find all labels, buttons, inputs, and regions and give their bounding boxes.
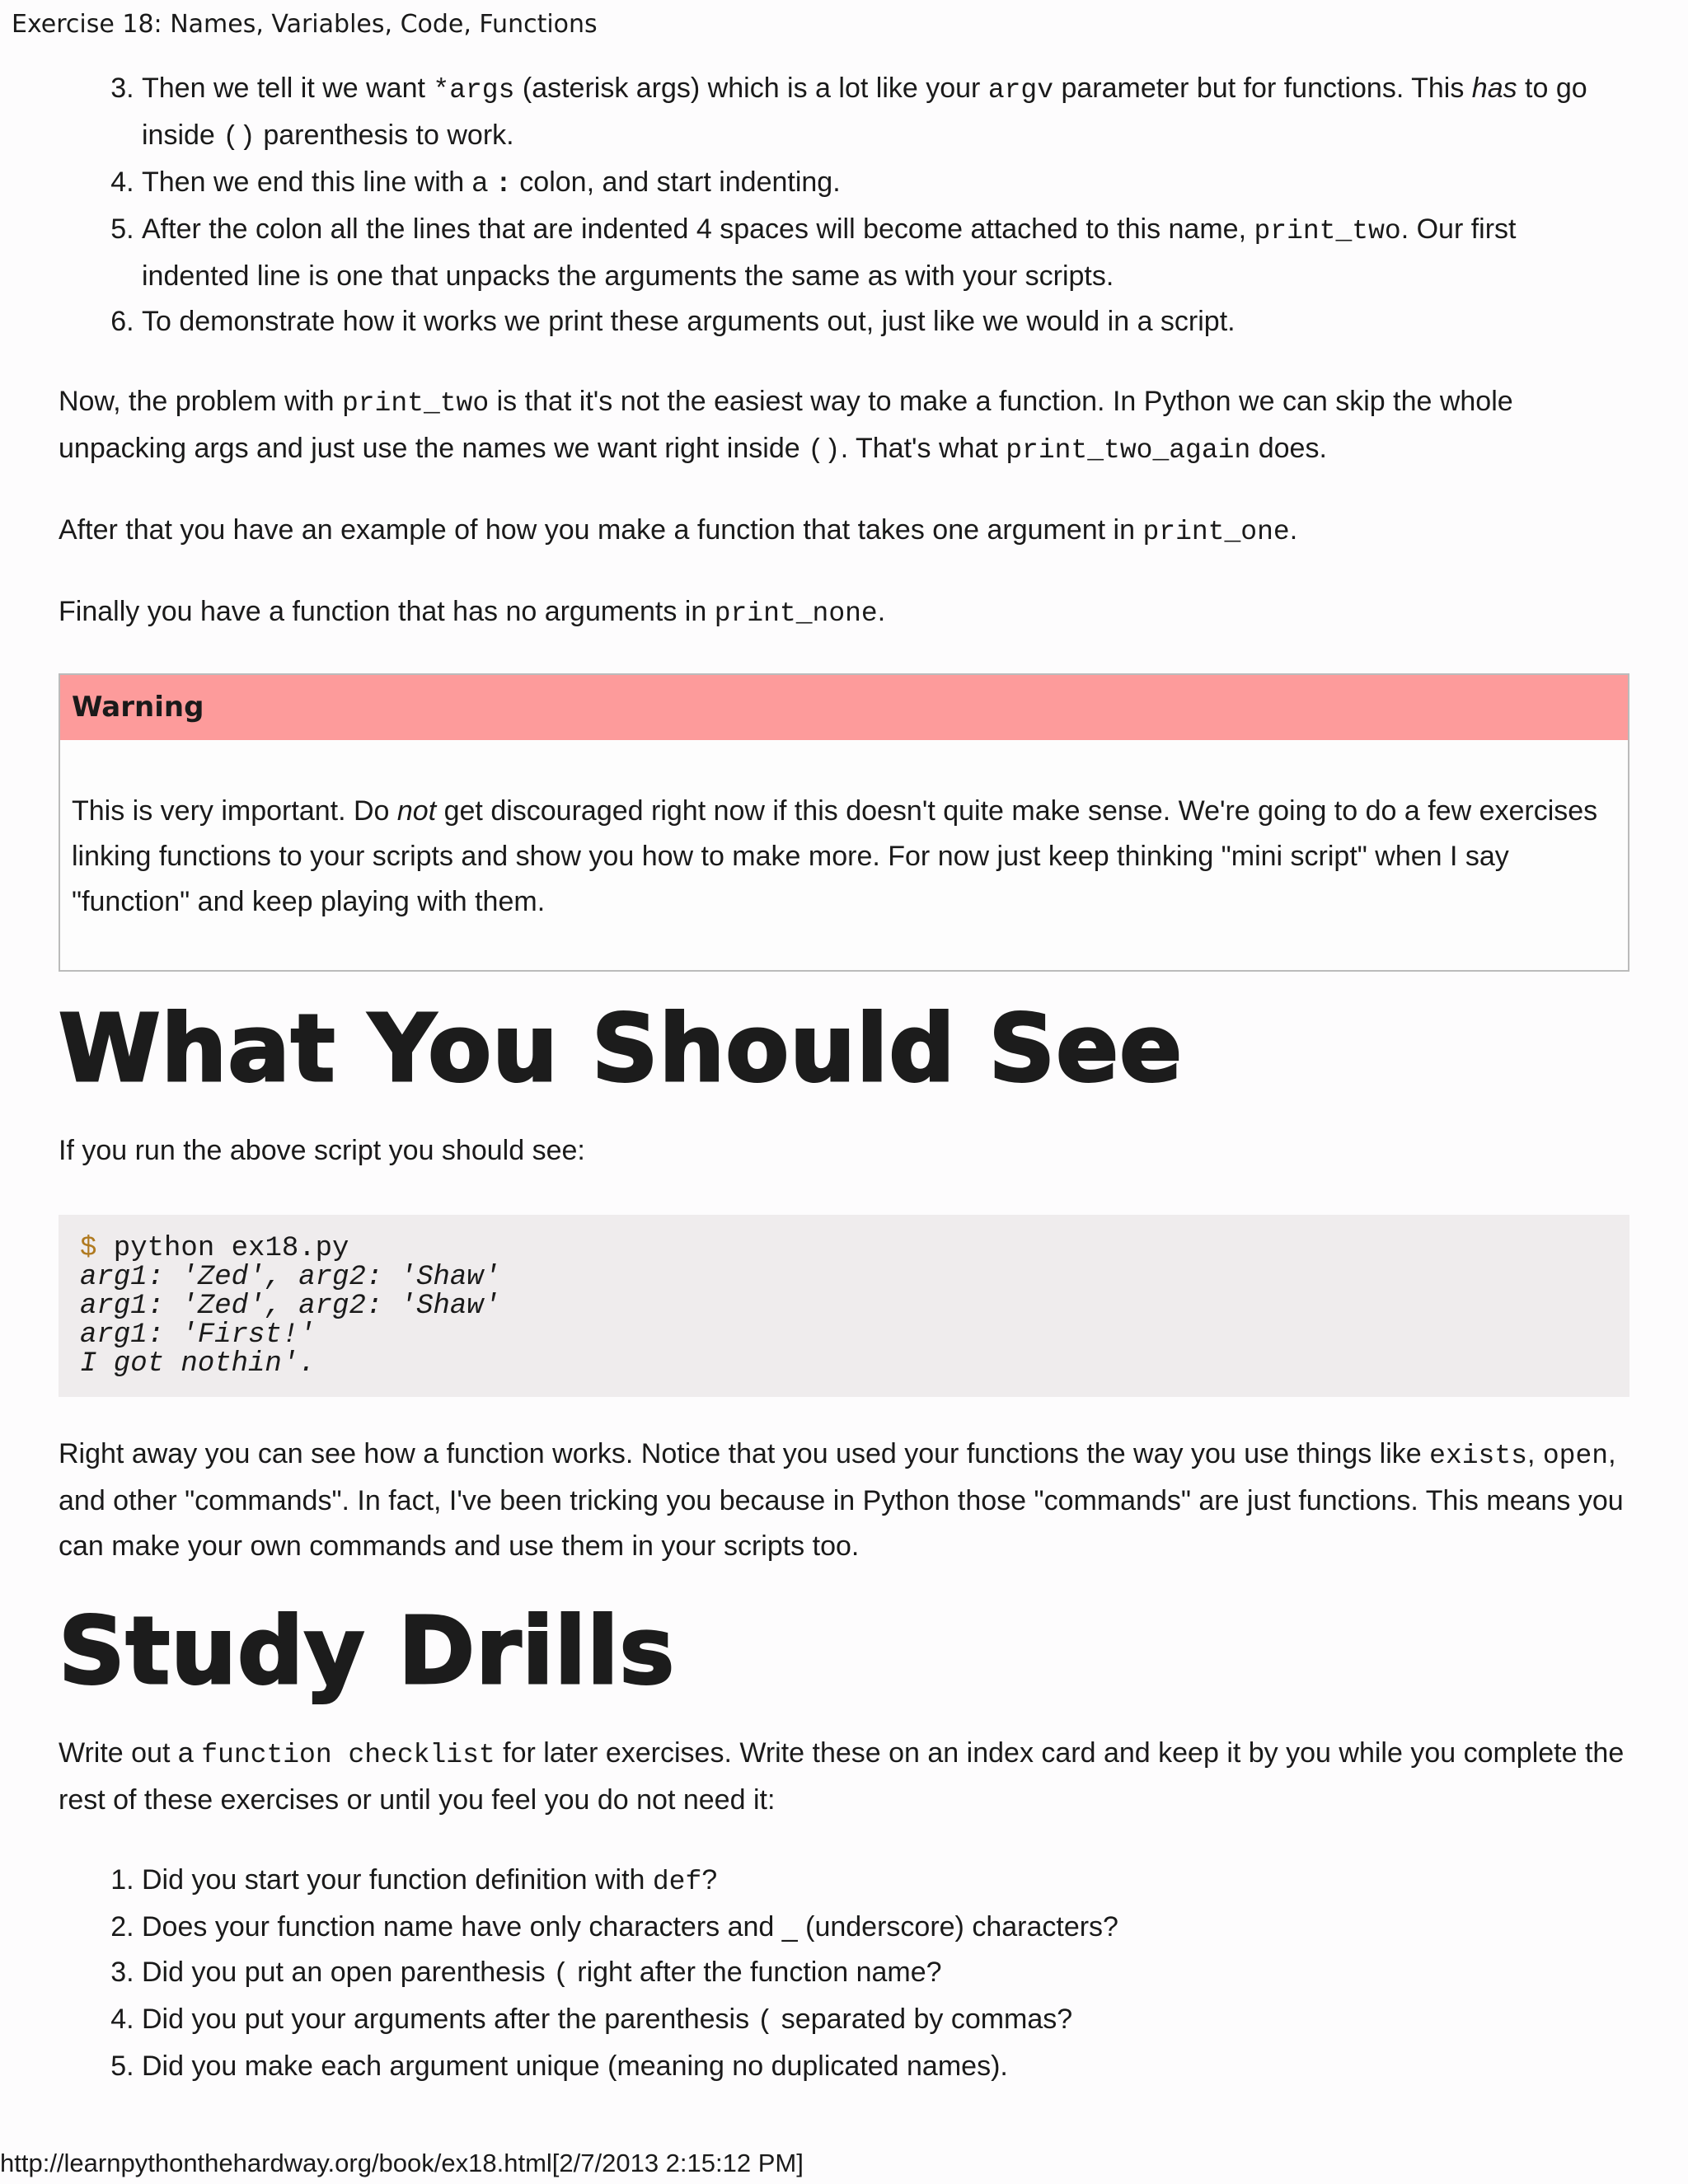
heading-what-you-should-see: What You Should See	[59, 996, 1184, 1103]
list-item: 3. Then we tell it we want *args (asterisk args) which is a lot like your argv parameter but for functions. This has to go inside () parenthesis to work.	[142, 66, 1629, 160]
code-argv: argv	[987, 75, 1054, 105]
list-item: 1. Did you start your function definition with def?	[142, 1858, 1629, 1905]
footer-url: http://learnpythonthehardway.org/book/ex18.html[2/7/2013 2:15:12 PM]	[0, 2149, 804, 2177]
terminal-output-block	[59, 1215, 1629, 1397]
list-item: 2. Does your function name have only characters and _ (underscore) characters?	[142, 1905, 1629, 1950]
article-content	[59, 66, 1629, 2089]
paragraph-print-two: Now, the problem with print_two is that it's not the easiest way to make a function. In Python we can skip the whole unpacking args and just use the names we want right inside (). That's what print_two_again does.	[59, 386, 1513, 466]
list-item: 3. Did you put an open parenthesis ( right after the function name?	[142, 1950, 1629, 1997]
output-line: arg1: 'Zed', arg2: 'Shaw'	[80, 1291, 501, 1322]
steps-list	[59, 66, 1629, 344]
list-item: 5. Did you make each argument unique (meaning no duplicated names).	[142, 2044, 1629, 2089]
code-print-two: print_two	[1254, 216, 1401, 246]
warning-title: Warning	[60, 675, 1628, 740]
code-args: *args	[433, 75, 515, 105]
paragraph-drills-intro: Write out a function checklist for later exercises. Write these on an index card and keep it by you while you complete the rest of these exercises or until you feel you do not need it:	[59, 1737, 1625, 1816]
paragraph-print-none: Finally you have a function that has no arguments in print_none.	[59, 596, 886, 629]
warning-box	[59, 673, 1629, 972]
paragraph-see-after: Right away you can see how a function works. Notice that you used your functions the way you use things like exists, open, and other "commands". In fact, I've been tricking you because in Python those "commands" are just functions. This means you can make your own commands and use them in your scripts too.	[59, 1438, 1624, 1562]
list-item: 4. Then we end this line with a : colon, and start indenting.	[142, 160, 1629, 207]
output-line: I got nothin'.	[80, 1348, 316, 1380]
heading-study-drills: Study Drills	[59, 1598, 676, 1705]
shell-command: python ex18.py	[96, 1233, 349, 1264]
list-item: 5. After the colon all the lines that are indented 4 spaces will become attached to this name, print_two. Our first indented line is one that unpacks the arguments the same as with your scripts.	[142, 207, 1629, 299]
output-line: arg1: 'First!'	[80, 1319, 316, 1351]
code-colon: :	[495, 169, 512, 199]
list-item: 4. Did you put your arguments after the parenthesis ( separated by commas?	[142, 1997, 1629, 2044]
paragraph-see-intro: If you run the above script you should see:	[59, 1135, 585, 1166]
page-header-title: Exercise 18: Names, Variables, Code, Functions	[12, 10, 598, 39]
checklist	[59, 1858, 1629, 2089]
paragraph-print-one: After that you have an example of how you make a function that takes one argument in print_one.	[59, 514, 1298, 547]
warning-body: This is very important. Do not get discouraged right now if this doesn't quite make sense. We're going to do a few exercises linking functions to your scripts and show you how to make more. For now just keep thinking "mini script" when I say "function" and keep playing with them.	[72, 795, 1598, 917]
code-parens: ()	[223, 122, 256, 152]
shell-prompt: $	[80, 1233, 97, 1264]
output-line: arg1: 'Zed', arg2: 'Shaw'	[80, 1262, 501, 1293]
list-item: 6. To demonstrate how it works we print these arguments out, just like we would in a script.	[142, 299, 1629, 344]
